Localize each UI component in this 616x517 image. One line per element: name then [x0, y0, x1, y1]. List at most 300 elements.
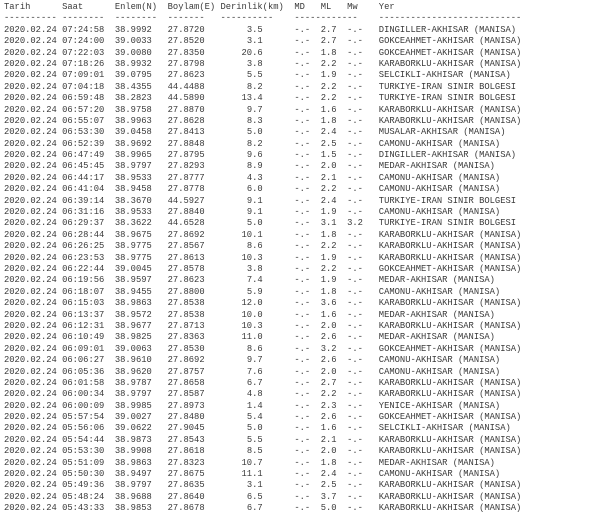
cell-md: -.-	[294, 412, 311, 423]
cell-md: -.-	[294, 389, 311, 400]
cell-depth: 6.5	[246, 491, 263, 502]
cell-time: 06:59:48	[62, 93, 105, 104]
cell-mw: -.-	[347, 412, 363, 423]
cell-mw: 3.2	[347, 218, 363, 229]
cell-depth: 7.6	[246, 366, 263, 377]
cell-lon: 27.8623	[167, 70, 205, 81]
cell-time: 06:10:49	[62, 332, 105, 343]
cell-ml: 2.7	[320, 36, 337, 47]
cell-ml: 2.2	[320, 184, 337, 195]
cell-mw: -.-	[347, 377, 363, 388]
cell-mw: -.-	[347, 320, 363, 331]
cell-md: -.-	[294, 343, 311, 354]
cell-date: 2020.02.24	[4, 58, 57, 69]
cell-ml: 1.8	[320, 47, 337, 58]
cell-date: 2020.02.24	[4, 309, 57, 320]
cell-ml: 2.7	[320, 377, 337, 388]
cell-yer: KARABORKLU-AKHISAR (MANISA)	[378, 480, 522, 491]
cell-depth: 5.0	[246, 127, 263, 138]
cell-lon: 27.8567	[167, 241, 205, 252]
table-row	[4, 287, 616, 298]
cell-time: 05:49:36	[62, 480, 105, 491]
cell-yer: SELCIKLI-AKHISAR (MANISA)	[378, 70, 511, 81]
cell-lon: 27.8713	[167, 320, 205, 331]
column-header-ml: ML	[320, 2, 332, 12]
cell-time: 06:44:17	[62, 172, 105, 183]
cell-date: 2020.02.24	[4, 343, 57, 354]
table-row	[4, 458, 616, 469]
cell-mw: -.-	[347, 93, 363, 104]
cell-ml: 5.0	[320, 503, 337, 514]
cell-date: 2020.02.24	[4, 469, 57, 480]
cell-md: -.-	[294, 161, 311, 172]
cell-ml: 2.7	[320, 24, 337, 35]
column-header-time: Saat	[62, 2, 84, 12]
cell-lat: 38.9932	[114, 58, 152, 69]
cell-lon: 27.8530	[167, 343, 205, 354]
cell-depth: 8.5	[246, 446, 263, 457]
cell-date: 2020.02.24	[4, 36, 57, 47]
cell-mw: -.-	[347, 343, 363, 354]
cell-time: 06:13:37	[62, 309, 105, 320]
cell-lon: 27.8777	[167, 172, 205, 183]
cell-lat: 38.9455	[114, 286, 152, 297]
table-row	[4, 492, 616, 503]
cell-md: -.-	[294, 423, 311, 434]
cell-time: 06:39:14	[62, 195, 105, 206]
cell-lon: 27.8678	[167, 503, 205, 514]
table-row	[4, 264, 616, 275]
cell-yer: TURKIYE-IRAN SINIR BOLGESI	[378, 93, 517, 104]
cell-lon: 27.8323	[167, 457, 205, 468]
cell-mw: -.-	[347, 47, 363, 58]
table-row	[4, 25, 616, 36]
cell-depth: 10.3	[241, 320, 263, 331]
table-row	[4, 298, 616, 309]
cell-time: 06:47:49	[62, 150, 105, 161]
cell-lat: 38.9853	[114, 503, 152, 514]
cell-date: 2020.02.24	[4, 150, 57, 161]
cell-ml: 2.4	[320, 127, 337, 138]
cell-lon: 27.8293	[167, 161, 205, 172]
cell-date: 2020.02.24	[4, 207, 57, 218]
cell-lat: 38.4355	[114, 81, 152, 92]
cell-depth: 5.4	[246, 412, 263, 423]
cell-date: 2020.02.24	[4, 241, 57, 252]
cell-lat: 38.9985	[114, 400, 152, 411]
table-row	[4, 59, 616, 70]
table-row	[4, 423, 616, 434]
table-row	[4, 184, 616, 195]
cell-time: 07:04:18	[62, 81, 105, 92]
table-row	[4, 70, 616, 81]
cell-ml: 1.5	[320, 150, 337, 161]
cell-md: -.-	[294, 469, 311, 480]
cell-lon: 27.8413	[167, 127, 205, 138]
cell-mw: -.-	[347, 195, 363, 206]
cell-ml: 2.4	[320, 195, 337, 206]
cell-lat: 38.2823	[114, 93, 152, 104]
cell-mw: -.-	[347, 275, 363, 286]
cell-lon: 27.8350	[167, 47, 205, 58]
cell-lat: 39.0458	[114, 127, 152, 138]
cell-time: 06:28:44	[62, 229, 105, 240]
cell-date: 2020.02.24	[4, 377, 57, 388]
cell-lat: 39.0027	[114, 412, 152, 423]
cell-md: -.-	[294, 81, 311, 92]
cell-ml: 2.4	[320, 469, 337, 480]
table-row	[4, 355, 616, 366]
cell-lon: 44.6528	[167, 218, 205, 229]
cell-md: -.-	[294, 286, 311, 297]
cell-ml: 2.2	[320, 241, 337, 252]
table-row	[4, 230, 616, 241]
cell-lon: 27.8538	[167, 309, 205, 320]
cell-yer: SELCIKLI-AKHISAR (MANISA)	[378, 423, 511, 434]
column-header-md: MD	[294, 2, 305, 12]
cell-yer: KARABORKLU-AKHISAR (MANISA)	[378, 377, 522, 388]
table-row	[4, 161, 616, 172]
cell-mw: -.-	[347, 286, 363, 297]
cell-lat: 38.9458	[114, 184, 152, 195]
cell-yer: KARABORKLU-AKHISAR (MANISA)	[378, 389, 522, 400]
cell-date: 2020.02.24	[4, 47, 57, 58]
cell-md: -.-	[294, 184, 311, 195]
cell-lon: 27.8757	[167, 366, 205, 377]
cell-lat: 39.0033	[114, 36, 152, 47]
cell-lat: 38.9610	[114, 355, 152, 366]
cell-yer: CAMONU-AKHISAR (MANISA)	[378, 355, 501, 366]
cell-depth: 20.6	[241, 47, 263, 58]
cell-lat: 38.9775	[114, 252, 152, 263]
cell-lat: 38.9688	[114, 491, 152, 502]
cell-lon: 27.9045	[167, 423, 205, 434]
cell-lat: 39.0063	[114, 343, 152, 354]
cell-date: 2020.02.24	[4, 434, 57, 445]
cell-md: -.-	[294, 24, 311, 35]
table-row	[4, 310, 616, 321]
cell-time: 06:19:56	[62, 275, 105, 286]
table-row	[4, 127, 616, 138]
cell-depth: 5.0	[246, 423, 263, 434]
table-row	[4, 196, 616, 207]
cell-md: -.-	[294, 332, 311, 343]
cell-date: 2020.02.24	[4, 138, 57, 149]
cell-yer: GOKCEAHMET-AKHISAR (MANISA)	[378, 412, 522, 423]
cell-md: -.-	[294, 104, 311, 115]
cell-md: -.-	[294, 298, 311, 309]
cell-lon: 27.8658	[167, 377, 205, 388]
cell-lon: 44.5927	[167, 195, 205, 206]
cell-yer: GOKCEAHMET-AKHISAR (MANISA)	[378, 47, 522, 58]
column-header-lon: Boylam(E)	[167, 2, 216, 12]
table-row	[4, 139, 616, 150]
cell-date: 2020.02.24	[4, 184, 57, 195]
cell-time: 06:31:16	[62, 207, 105, 218]
cell-yer: KARABORKLU-AKHISAR (MANISA)	[378, 229, 522, 240]
cell-mw: -.-	[347, 389, 363, 400]
cell-mw: -.-	[347, 241, 363, 252]
cell-lon: 27.8848	[167, 138, 205, 149]
cell-depth: 5.0	[246, 218, 263, 229]
cell-depth: 12.0	[241, 298, 263, 309]
table-row	[4, 503, 616, 514]
cell-mw: -.-	[347, 81, 363, 92]
cell-time: 05:57:54	[62, 412, 105, 423]
cell-mw: -.-	[347, 24, 363, 35]
cell-yer: CAMONU-AKHISAR (MANISA)	[378, 286, 501, 297]
table-row	[4, 218, 616, 229]
cell-lon: 27.8587	[167, 389, 205, 400]
cell-yer: CAMONU-AKHISAR (MANISA)	[378, 138, 501, 149]
cell-md: -.-	[294, 263, 311, 274]
cell-yer: DINGILLER-AKHISAR (MANISA)	[378, 150, 517, 161]
table-row	[4, 412, 616, 423]
table-row	[4, 173, 616, 184]
separator-dashes-6: ---------------------------	[378, 13, 522, 24]
table-row	[4, 82, 616, 93]
cell-yer: MUSALAR-AKHISAR (MANISA)	[378, 127, 506, 138]
column-header-lat: Enlem(N)	[114, 2, 158, 12]
cell-md: -.-	[294, 400, 311, 411]
cell-lat: 38.9908	[114, 446, 152, 457]
cell-date: 2020.02.24	[4, 81, 57, 92]
column-header-date: Tarih	[4, 2, 31, 12]
cell-ml: 2.1	[320, 434, 337, 445]
cell-mw: -.-	[347, 104, 363, 115]
cell-mw: -.-	[347, 127, 363, 138]
cell-ml: 3.7	[320, 491, 337, 502]
cell-yer: DINGILLER-AKHISAR (MANISA)	[378, 24, 517, 35]
cell-yer: CAMONU-AKHISAR (MANISA)	[378, 366, 501, 377]
cell-lon: 27.8798	[167, 58, 205, 69]
cell-md: -.-	[294, 309, 311, 320]
cell-yer: KARABORKLU-AKHISAR (MANISA)	[378, 115, 522, 126]
cell-mw: -.-	[347, 355, 363, 366]
cell-lat: 38.9863	[114, 457, 152, 468]
cell-yer: CAMONU-AKHISAR (MANISA)	[378, 184, 501, 195]
cell-md: -.-	[294, 457, 311, 468]
cell-depth: 4.8	[246, 389, 263, 400]
cell-depth: 13.4	[241, 93, 263, 104]
table-row	[4, 321, 616, 332]
cell-time: 06:18:07	[62, 286, 105, 297]
cell-depth: 1.4	[246, 400, 263, 411]
cell-time: 06:09:01	[62, 343, 105, 354]
cell-mw: -.-	[347, 229, 363, 240]
cell-lon: 27.8640	[167, 491, 205, 502]
cell-date: 2020.02.24	[4, 161, 57, 172]
cell-md: -.-	[294, 36, 311, 47]
cell-lat: 38.9787	[114, 377, 152, 388]
cell-time: 06:01:58	[62, 377, 105, 388]
cell-date: 2020.02.24	[4, 491, 57, 502]
table-row	[4, 367, 616, 378]
cell-time: 05:48:24	[62, 491, 105, 502]
cell-md: -.-	[294, 218, 311, 229]
cell-depth: 5.5	[246, 434, 263, 445]
cell-depth: 10.1	[241, 229, 263, 240]
cell-md: -.-	[294, 320, 311, 331]
cell-ml: 2.2	[320, 58, 337, 69]
cell-ml: 2.5	[320, 138, 337, 149]
cell-lon: 27.8795	[167, 150, 205, 161]
cell-time: 06:00:34	[62, 389, 105, 400]
cell-time: 07:24:58	[62, 24, 105, 35]
cell-yer: KARABORKLU-AKHISAR (MANISA)	[378, 252, 522, 263]
table-row	[4, 253, 616, 264]
table-row	[4, 116, 616, 127]
cell-date: 2020.02.24	[4, 24, 57, 35]
cell-date: 2020.02.24	[4, 127, 57, 138]
cell-ml: 1.8	[320, 229, 337, 240]
cell-depth: 8.6	[246, 241, 263, 252]
cell-mw: -.-	[347, 469, 363, 480]
cell-md: -.-	[294, 207, 311, 218]
cell-time: 06:15:03	[62, 298, 105, 309]
cell-yer: GOKCEAHMET-AKHISAR (MANISA)	[378, 343, 522, 354]
cell-depth: 9.1	[246, 207, 263, 218]
cell-ml: 3.1	[320, 218, 337, 229]
cell-md: -.-	[294, 195, 311, 206]
cell-time: 06:53:30	[62, 127, 105, 138]
cell-yer: KARABORKLU-AKHISAR (MANISA)	[378, 491, 522, 502]
cell-md: -.-	[294, 366, 311, 377]
cell-md: -.-	[294, 172, 311, 183]
cell-mw: -.-	[347, 263, 363, 274]
cell-lon: 27.8578	[167, 263, 205, 274]
cell-depth: 9.7	[246, 355, 263, 366]
cell-time: 05:43:33	[62, 503, 105, 514]
cell-depth: 8.9	[246, 161, 263, 172]
cell-depth: 4.3	[246, 172, 263, 183]
cell-mw: -.-	[347, 138, 363, 149]
cell-mw: -.-	[347, 70, 363, 81]
cell-time: 07:18:26	[62, 58, 105, 69]
cell-yer: CAMONU-AKHISAR (MANISA)	[378, 172, 501, 183]
cell-yer: MEDAR-AKHISAR (MANISA)	[378, 275, 495, 286]
cell-time: 06:41:04	[62, 184, 105, 195]
cell-lon: 27.8623	[167, 275, 205, 286]
cell-md: -.-	[294, 434, 311, 445]
cell-lon: 27.8973	[167, 400, 205, 411]
cell-mw: -.-	[347, 115, 363, 126]
cell-md: -.-	[294, 446, 311, 457]
cell-date: 2020.02.24	[4, 115, 57, 126]
cell-ml: 1.9	[320, 70, 337, 81]
cell-ml: 2.2	[320, 389, 337, 400]
cell-date: 2020.02.24	[4, 275, 57, 286]
table-row	[4, 332, 616, 343]
cell-time: 07:24:00	[62, 36, 105, 47]
cell-lon: 27.8870	[167, 104, 205, 115]
cell-lat: 38.9572	[114, 309, 152, 320]
cell-date: 2020.02.24	[4, 366, 57, 377]
cell-time: 06:26:25	[62, 241, 105, 252]
cell-depth: 9.6	[246, 150, 263, 161]
cell-ml: 2.0	[320, 366, 337, 377]
table-row	[4, 48, 616, 59]
cell-ml: 1.8	[320, 115, 337, 126]
cell-lat: 38.9675	[114, 229, 152, 240]
cell-time: 05:54:44	[62, 434, 105, 445]
cell-yer: KARABORKLU-AKHISAR (MANISA)	[378, 434, 522, 445]
cell-yer: TURKIYE-IRAN SINIR BOLGESI	[378, 218, 517, 229]
table-row	[4, 480, 616, 491]
table-body	[4, 25, 616, 515]
cell-mw: -.-	[347, 309, 363, 320]
cell-time: 06:06:27	[62, 355, 105, 366]
cell-depth: 3.5	[246, 24, 263, 35]
cell-lat: 38.9797	[114, 389, 152, 400]
cell-lon: 27.8800	[167, 286, 205, 297]
cell-mw: -.-	[347, 298, 363, 309]
cell-md: -.-	[294, 241, 311, 252]
cell-time: 06:00:09	[62, 400, 105, 411]
cell-depth: 6.7	[246, 503, 263, 514]
table-row	[4, 150, 616, 161]
cell-md: -.-	[294, 480, 311, 491]
separator-dashes-2: --------	[114, 13, 158, 24]
cell-depth: 6.7	[246, 377, 263, 388]
cell-time: 06:05:36	[62, 366, 105, 377]
table-row	[4, 275, 616, 286]
cell-mw: -.-	[347, 58, 363, 69]
cell-time: 06:52:39	[62, 138, 105, 149]
table-row	[4, 36, 616, 47]
cell-date: 2020.02.24	[4, 332, 57, 343]
cell-mw: -.-	[347, 207, 363, 218]
separator-dashes-0: ----------	[4, 13, 57, 24]
cell-date: 2020.02.24	[4, 389, 57, 400]
cell-lat: 38.9620	[114, 366, 152, 377]
cell-depth: 5.9	[246, 286, 263, 297]
cell-lat: 39.0795	[114, 70, 152, 81]
cell-md: -.-	[294, 150, 311, 161]
cell-lon: 27.8618	[167, 446, 205, 457]
cell-mw: -.-	[347, 400, 363, 411]
table-row	[4, 344, 616, 355]
cell-mw: -.-	[347, 491, 363, 502]
cell-mw: -.-	[347, 366, 363, 377]
cell-date: 2020.02.24	[4, 172, 57, 183]
cell-time: 05:56:06	[62, 423, 105, 434]
cell-depth: 3.1	[246, 36, 263, 47]
cell-ml: 1.9	[320, 275, 337, 286]
table-row	[4, 378, 616, 389]
cell-depth: 5.5	[246, 70, 263, 81]
table-row	[4, 389, 616, 400]
cell-date: 2020.02.24	[4, 423, 57, 434]
cell-ml: 3.6	[320, 298, 337, 309]
cell-md: -.-	[294, 491, 311, 502]
cell-time: 07:09:01	[62, 70, 105, 81]
cell-date: 2020.02.24	[4, 355, 57, 366]
cell-yer: MEDAR-AKHISAR (MANISA)	[378, 457, 495, 468]
cell-date: 2020.02.24	[4, 104, 57, 115]
cell-lon: 27.8840	[167, 207, 205, 218]
cell-mw: -.-	[347, 503, 363, 514]
cell-date: 2020.02.24	[4, 252, 57, 263]
cell-lat: 38.9677	[114, 320, 152, 331]
cell-md: -.-	[294, 127, 311, 138]
cell-date: 2020.02.24	[4, 70, 57, 81]
cell-lon: 27.8778	[167, 184, 205, 195]
cell-md: -.-	[294, 70, 311, 81]
cell-ml: 2.2	[320, 93, 337, 104]
cell-ml: 1.6	[320, 104, 337, 115]
cell-yer: MEDAR-AKHISAR (MANISA)	[378, 309, 495, 320]
